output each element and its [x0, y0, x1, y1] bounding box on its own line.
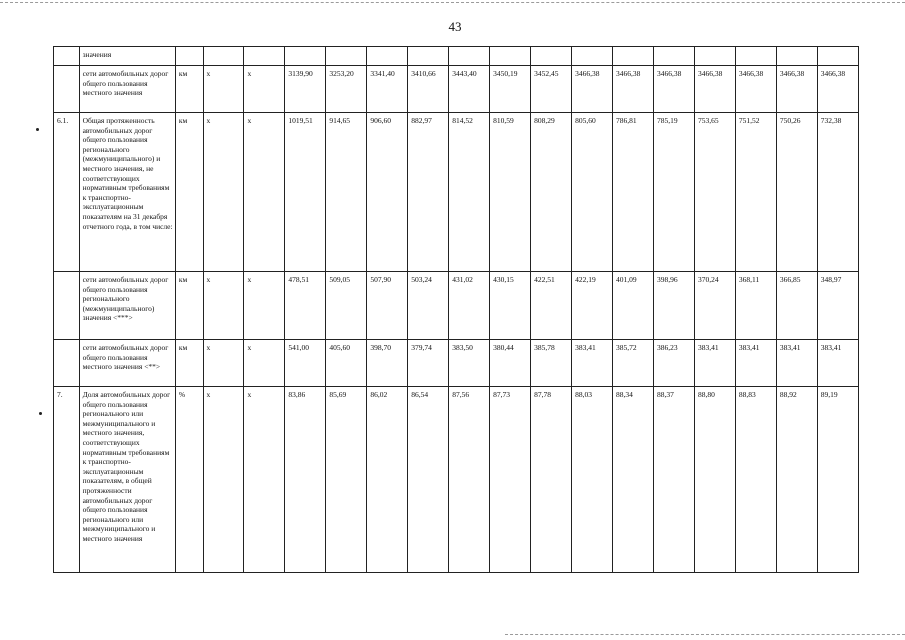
value-cell: 380,44 [490, 340, 531, 387]
value-cell: 383,41 [817, 340, 858, 387]
marker-cell: х [244, 340, 285, 387]
value-cell: 3466,38 [735, 66, 776, 113]
value-cell [694, 47, 735, 66]
unit-cell [175, 47, 203, 66]
indicator-name: Общая протяженность автомобильных дорог общего пользования регионального (межмуниципального) и местного значения, не соответствующих нормативным требованиям к транспортно-эксплуатационным показателям на 31 декабря отчетного года, в том числе: [79, 113, 175, 272]
value-cell: 88,34 [613, 387, 654, 573]
value-cell: 383,41 [572, 340, 613, 387]
indicator-name: сети автомобильных дорог общего пользования местного значения [79, 66, 175, 113]
value-cell: 398,96 [653, 272, 694, 340]
value-cell [531, 47, 572, 66]
marker-cell: х [203, 66, 244, 113]
value-cell: 88,80 [694, 387, 735, 573]
value-cell: 814,52 [449, 113, 490, 272]
value-cell: 882,97 [408, 113, 449, 272]
marker-cell: х [244, 113, 285, 272]
value-cell: 3253,20 [326, 66, 367, 113]
marker-cell [244, 47, 285, 66]
value-cell: 385,72 [613, 340, 654, 387]
indicator-name: значения [79, 47, 175, 66]
value-cell: 3466,38 [776, 66, 817, 113]
value-cell: 87,56 [449, 387, 490, 573]
value-cell: 786,81 [613, 113, 654, 272]
value-cell [326, 47, 367, 66]
value-cell: 3450,19 [490, 66, 531, 113]
value-cell [449, 47, 490, 66]
margin-mark [36, 128, 39, 131]
value-cell: 88,03 [572, 387, 613, 573]
marker-cell: х [203, 340, 244, 387]
unit-cell: км [175, 340, 203, 387]
indicator-table [53, 46, 859, 573]
unit-cell: км [175, 272, 203, 340]
indicator-name: Доля автомобильных дорог общего пользования регионального или межмуниципального и местного значения, соответствующих нормативным требованиям к транспортно-эксплуатационным показателям, в общей протяженности автомобильных дорог общего пользования регионального или межмуниципального и местного значения [79, 387, 175, 573]
value-cell: 541,00 [285, 340, 326, 387]
value-cell: 3443,40 [449, 66, 490, 113]
value-cell [817, 47, 858, 66]
table-row [54, 113, 859, 272]
value-cell [572, 47, 613, 66]
value-cell: 383,50 [449, 340, 490, 387]
row-index: 6.1. [54, 113, 80, 272]
value-cell: 88,92 [776, 387, 817, 573]
row-index [54, 340, 80, 387]
value-cell [776, 47, 817, 66]
value-cell: 86,02 [367, 387, 408, 573]
value-cell: 366,85 [776, 272, 817, 340]
value-cell: 732,38 [817, 113, 858, 272]
value-cell: 422,51 [531, 272, 572, 340]
value-cell [367, 47, 408, 66]
value-cell: 431,02 [449, 272, 490, 340]
value-cell: 3410,66 [408, 66, 449, 113]
value-cell: 1019,51 [285, 113, 326, 272]
value-cell: 507,90 [367, 272, 408, 340]
value-cell [408, 47, 449, 66]
value-cell: 509,05 [326, 272, 367, 340]
value-cell: 83,86 [285, 387, 326, 573]
table-row [54, 272, 859, 340]
value-cell: 88,37 [653, 387, 694, 573]
value-cell: 750,26 [776, 113, 817, 272]
value-cell: 430,15 [490, 272, 531, 340]
unit-cell: км [175, 113, 203, 272]
value-cell: 368,11 [735, 272, 776, 340]
value-cell: 805,60 [572, 113, 613, 272]
table-row [54, 47, 859, 66]
value-cell: 503,24 [408, 272, 449, 340]
marker-cell: х [203, 272, 244, 340]
value-cell: 86,54 [408, 387, 449, 573]
scan-bottom-edge [505, 634, 905, 635]
value-cell: 3466,38 [653, 66, 694, 113]
marker-cell: х [203, 387, 244, 573]
indicator-name: сети автомобильных дорог общего пользования регионального (межмуниципального) значения <***> [79, 272, 175, 340]
unit-cell: % [175, 387, 203, 573]
value-cell: 3466,38 [694, 66, 735, 113]
marker-cell [203, 47, 244, 66]
value-cell: 383,41 [776, 340, 817, 387]
value-cell: 89,19 [817, 387, 858, 573]
marker-cell: х [203, 113, 244, 272]
value-cell: 87,73 [490, 387, 531, 573]
value-cell: 385,78 [531, 340, 572, 387]
row-index: 7. [54, 387, 80, 573]
value-cell: 3139,90 [285, 66, 326, 113]
marker-cell: х [244, 66, 285, 113]
value-cell: 3452,45 [531, 66, 572, 113]
value-cell: 383,41 [735, 340, 776, 387]
value-cell [490, 47, 531, 66]
indicator-name: сети автомобильных дорог общего пользования местного значения <**> [79, 340, 175, 387]
value-cell: 810,59 [490, 113, 531, 272]
row-index [54, 47, 80, 66]
value-cell: 88,83 [735, 387, 776, 573]
value-cell: 405,60 [326, 340, 367, 387]
margin-mark [39, 412, 42, 415]
value-cell [735, 47, 776, 66]
value-cell: 3466,38 [613, 66, 654, 113]
table-row [54, 387, 859, 573]
value-cell: 751,52 [735, 113, 776, 272]
value-cell [653, 47, 694, 66]
value-cell: 3466,38 [817, 66, 858, 113]
value-cell [613, 47, 654, 66]
row-index [54, 272, 80, 340]
value-cell: 906,60 [367, 113, 408, 272]
value-cell: 383,41 [694, 340, 735, 387]
value-cell: 386,23 [653, 340, 694, 387]
value-cell: 87,78 [531, 387, 572, 573]
value-cell [285, 47, 326, 66]
value-cell: 379,74 [408, 340, 449, 387]
page-number: 43 [448, 19, 462, 34]
table-row [54, 66, 859, 113]
value-cell: 401,09 [613, 272, 654, 340]
value-cell: 85,69 [326, 387, 367, 573]
value-cell: 785,19 [653, 113, 694, 272]
value-cell: 3341,40 [367, 66, 408, 113]
marker-cell: х [244, 272, 285, 340]
value-cell: 808,29 [531, 113, 572, 272]
row-index [54, 66, 80, 113]
table-row [54, 340, 859, 387]
value-cell: 478,51 [285, 272, 326, 340]
value-cell: 398,70 [367, 340, 408, 387]
value-cell: 753,65 [694, 113, 735, 272]
marker-cell: х [244, 387, 285, 573]
scan-top-edge [0, 2, 905, 3]
unit-cell: км [175, 66, 203, 113]
value-cell: 3466,38 [572, 66, 613, 113]
value-cell: 422,19 [572, 272, 613, 340]
value-cell: 348,97 [817, 272, 858, 340]
value-cell: 370,24 [694, 272, 735, 340]
value-cell: 914,65 [326, 113, 367, 272]
